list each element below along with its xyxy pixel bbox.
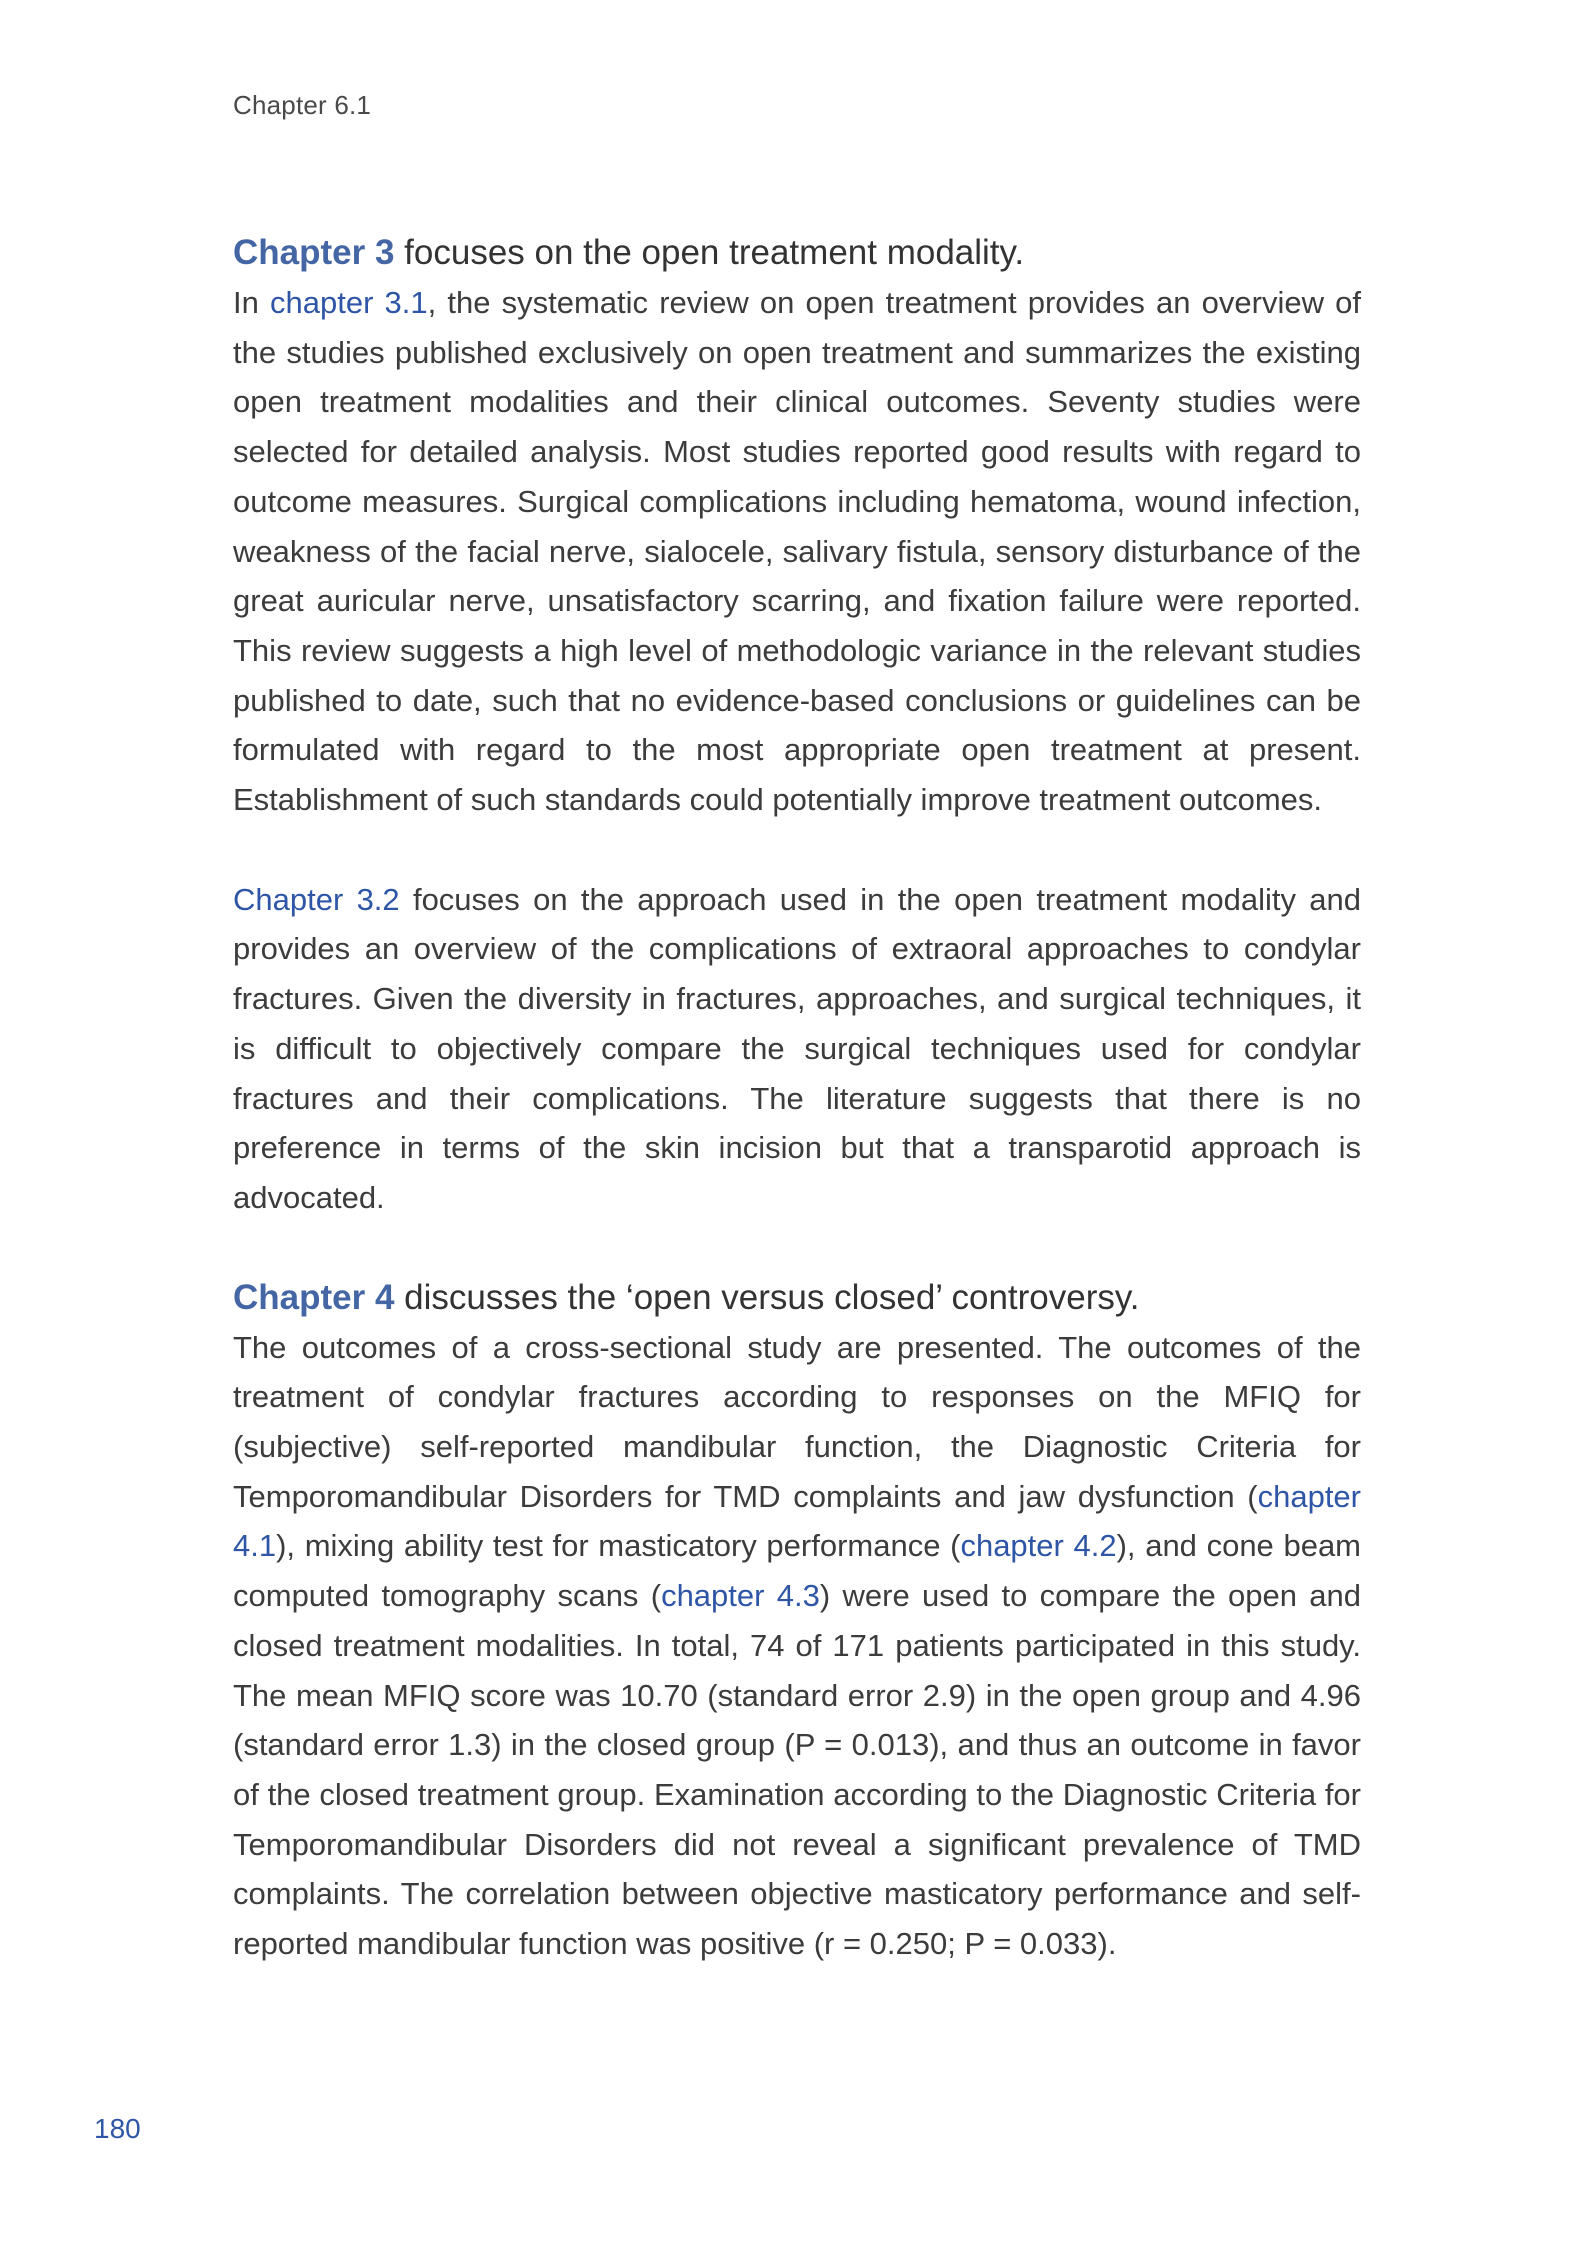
heading-text-chapter-4: discusses the ‘open versus closed’ controversy. [394, 1277, 1140, 1317]
paragraph-gap [233, 825, 1361, 875]
heading-text-chapter-3: focuses on the open treatment modality. [394, 233, 1025, 272]
link-chapter-4-1[interactable]: chapter 4.1 [233, 1478, 1361, 1564]
section-gap [233, 1223, 1361, 1273]
link-chapter-3-2[interactable]: Chapter 3.2 [233, 881, 400, 917]
heading-ref-chapter-4: Chapter 4 [233, 1277, 395, 1317]
paragraph-text-d: ) were used to compare the open and closed treatment modalities. In total, 74 of 171 patients participated in this study. The mean MFIQ score was 10.70 (standard error 2.9) in the open group and 4.96 (standard error 1.3) in the closed group (P = 0.013), and thus an outcome in favor of the closed treatment group. Examination according to the Diagnostic Criteria for Temporomandibular Disorders did not reveal a significant prevalence of TMD complaints. The correlation between objective masticatory performance and self-reported mandibular function was positive (r = 0.250; P = 0.033). [233, 1578, 1361, 1962]
heading-ref-chapter-3: Chapter 3 [233, 233, 395, 272]
paragraph-text: , the systematic review on open treatment provides an overview of the studies published exclusively on open treatment and summarizes the existing open treatment modalities and their clinical outcomes. Seventy studies were selected for detailed analysis. Most studies reported good results with regard to outcome measures. Surgical complications including hematoma, wound infection, weakness of the facial nerve, sialocele, salivary fistula, sensory disturbance of the great auricular nerve, unsatisfactory scarring, and fixation failure were reported. This review suggests a high level of methodologic variance in the relevant studies published to date, such that no evidence-based conclusions or guidelines can be formulated with regard to the most appropriate open treatment at present. Establishment of such standards could potentially improve treatment outcomes. [233, 285, 1361, 818]
link-chapter-3-1[interactable]: chapter 3.1 [270, 285, 428, 320]
section-heading-chapter-4 [233, 1273, 1361, 1323]
paragraph-chapter-3-1 [233, 278, 1361, 825]
paragraph-chapter-3-2 [233, 875, 1361, 1223]
paragraph-text: focuses on the approach used in the open treatment modality and provides an overview of the complications of extraoral approaches to condylar fractures. Given the diversity in fractures, approaches, and surgical techniques, it is difficult to objectively compare the surgical techniques used for condylar fractures and their complications. The literature suggests that there is no preference in terms of the skin incision but that a transparotid approach is advocated. [233, 881, 1361, 1215]
section-chapter-3 [233, 228, 1361, 1223]
paragraph-chapter-4 [233, 1323, 1361, 1969]
link-chapter-4-3[interactable]: chapter 4.3 [661, 1578, 820, 1614]
paragraph-text-b: ), mixing ability test for masticatory performance ( [276, 1528, 961, 1564]
paragraph-text-a: The outcomes of a cross-sectional study are presented. The outcomes of the treatment of condylar fractures according to responses on the MFIQ for (subjective) self-reported mandibular function, the Diagnostic Criteria for Temporomandibular Disorders for TMD complaints and jaw dysfunction ( [233, 1329, 1361, 1514]
page-number: 180 [94, 2113, 141, 2144]
section-chapter-4 [233, 1273, 1361, 1969]
link-chapter-4-2[interactable]: chapter 4.2 [960, 1528, 1117, 1564]
page-content [233, 228, 1361, 1969]
running-head: Chapter 6.1 [233, 90, 372, 120]
section-heading-chapter-3 [233, 228, 1361, 278]
paragraph-prefix: In [233, 285, 270, 320]
paragraph-text-c: ), and cone beam computed tomography scans ( [233, 1528, 1362, 1614]
